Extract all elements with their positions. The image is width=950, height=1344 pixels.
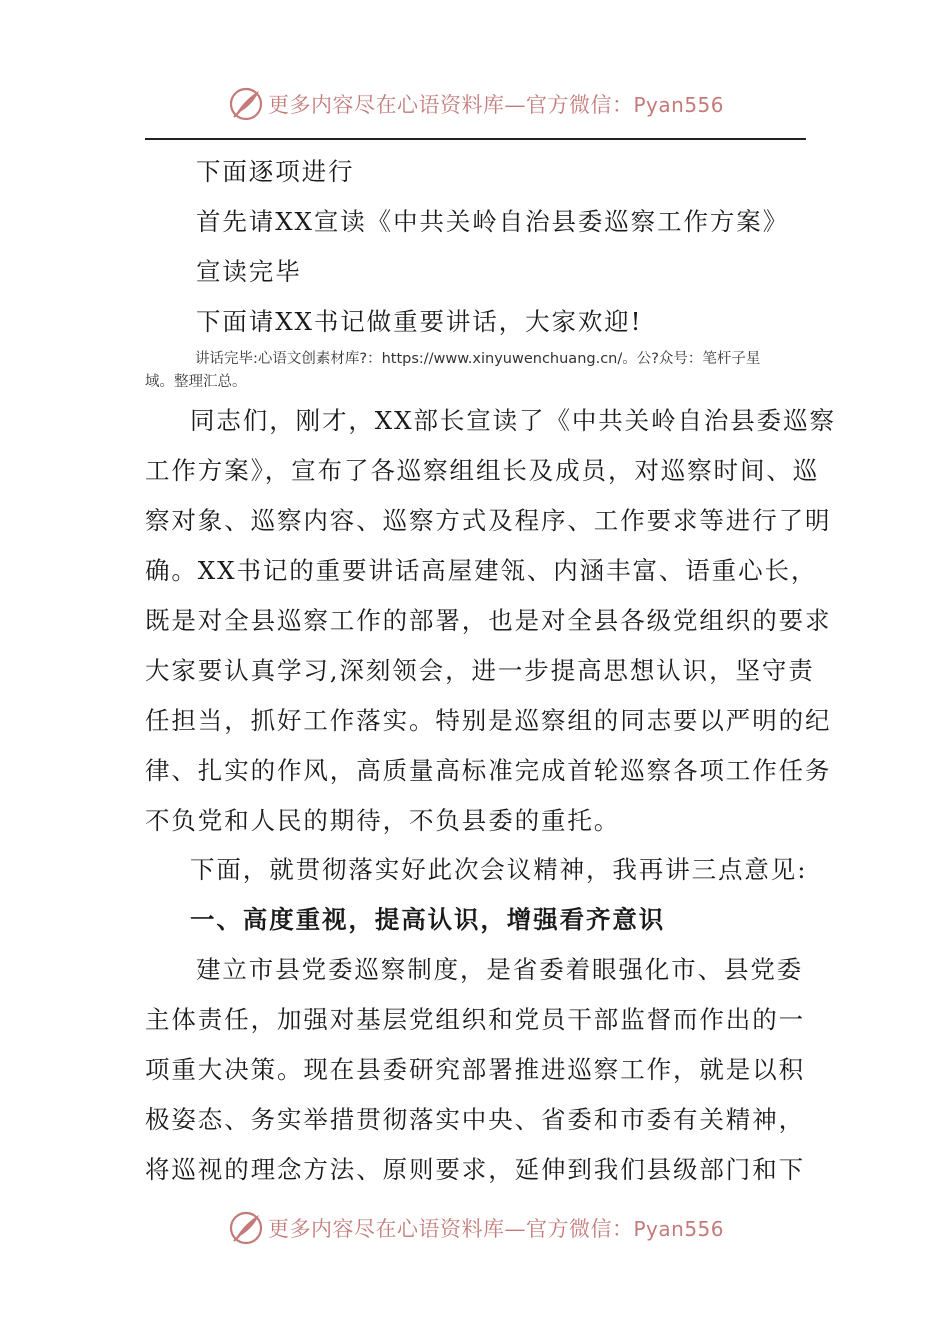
body-line: 察对象、巡察内容、巡察方式及程序、工作要求等进行了明 <box>145 506 832 535</box>
body-line: 建立市县党委巡察制度，是省委着眼强化市、县党委 <box>196 955 804 984</box>
line-read-plan: 首先请XX宣读《中共关岭自治县委巡察工作方案》 <box>196 207 790 236</box>
header-divider <box>145 138 806 140</box>
body-line: 确。XX书记的重要讲话高屋建瓴、内涵丰富、语重心长， <box>145 556 818 585</box>
body-line: 不负党和人民的期待，不负县委的重托。 <box>145 806 621 835</box>
body-line: 主体责任，加强对基层党组织和党员干部监督而作出的一 <box>145 1005 805 1034</box>
body-line: 律、扎实的作风，高质量高标准完成首轮巡察各项工作任务 <box>145 756 832 785</box>
note-line-1: 讲话完毕:心语文创素材库?：https://www.xinyuwenchuang.cn/。公?众号：笔杆子星 <box>195 351 761 367</box>
banner-text: 更多内容尽在心语资料库—官方微信：Pyan556 <box>268 1217 725 1241</box>
body-line: 同志们，刚才，XX部长宣读了《中共关岭自治县委巡察 <box>190 406 836 435</box>
footer-banner <box>0 1206 950 1250</box>
banner-handle: Pyan556 <box>633 1217 725 1241</box>
line-speech-invite: 下面请XX书记做重要讲话，大家欢迎! <box>196 307 643 336</box>
body-line: 极姿态、务实举措贯彻落实中央、省委和市委有关精神， <box>145 1105 805 1134</box>
section-heading: 一、高度重视，提高认识，增强看齐意识 <box>190 905 666 934</box>
body-line: 既是对全县巡察工作的部署，也是对全县各级党组织的要求 <box>145 606 832 635</box>
body-line: 将巡视的理念方法、原则要求，延伸到我们县级部门和下 <box>145 1155 805 1184</box>
header-banner <box>0 82 950 126</box>
quill-logo-icon <box>228 1210 264 1246</box>
note-line-2: 域。整理汇总。 <box>145 374 247 390</box>
body-line: 下面，就贯彻落实好此次会议精神，我再讲三点意见: <box>190 855 808 884</box>
banner-handle: Pyan556 <box>633 93 725 117</box>
body-line: 工作方案》，宣布了各巡察组组长及成员，对巡察时间、巡 <box>145 456 820 485</box>
quill-logo-icon <box>228 86 264 122</box>
line-read-done: 宣读完毕 <box>196 257 302 286</box>
body-line: 项重大决策。现在县委研究部署推进巡察工作，就是以积 <box>145 1055 805 1084</box>
body-line: 大家要认真学习,深刻领会，进一步提高思想认识，坚守责 <box>145 656 815 685</box>
line-proceed: 下面逐项进行 <box>196 157 355 186</box>
banner-text: 更多内容尽在心语资料库—官方微信：Pyan556 <box>268 93 725 117</box>
body-line: 任担当，抓好工作落实。特别是巡察组的同志要以严明的纪 <box>145 706 832 735</box>
